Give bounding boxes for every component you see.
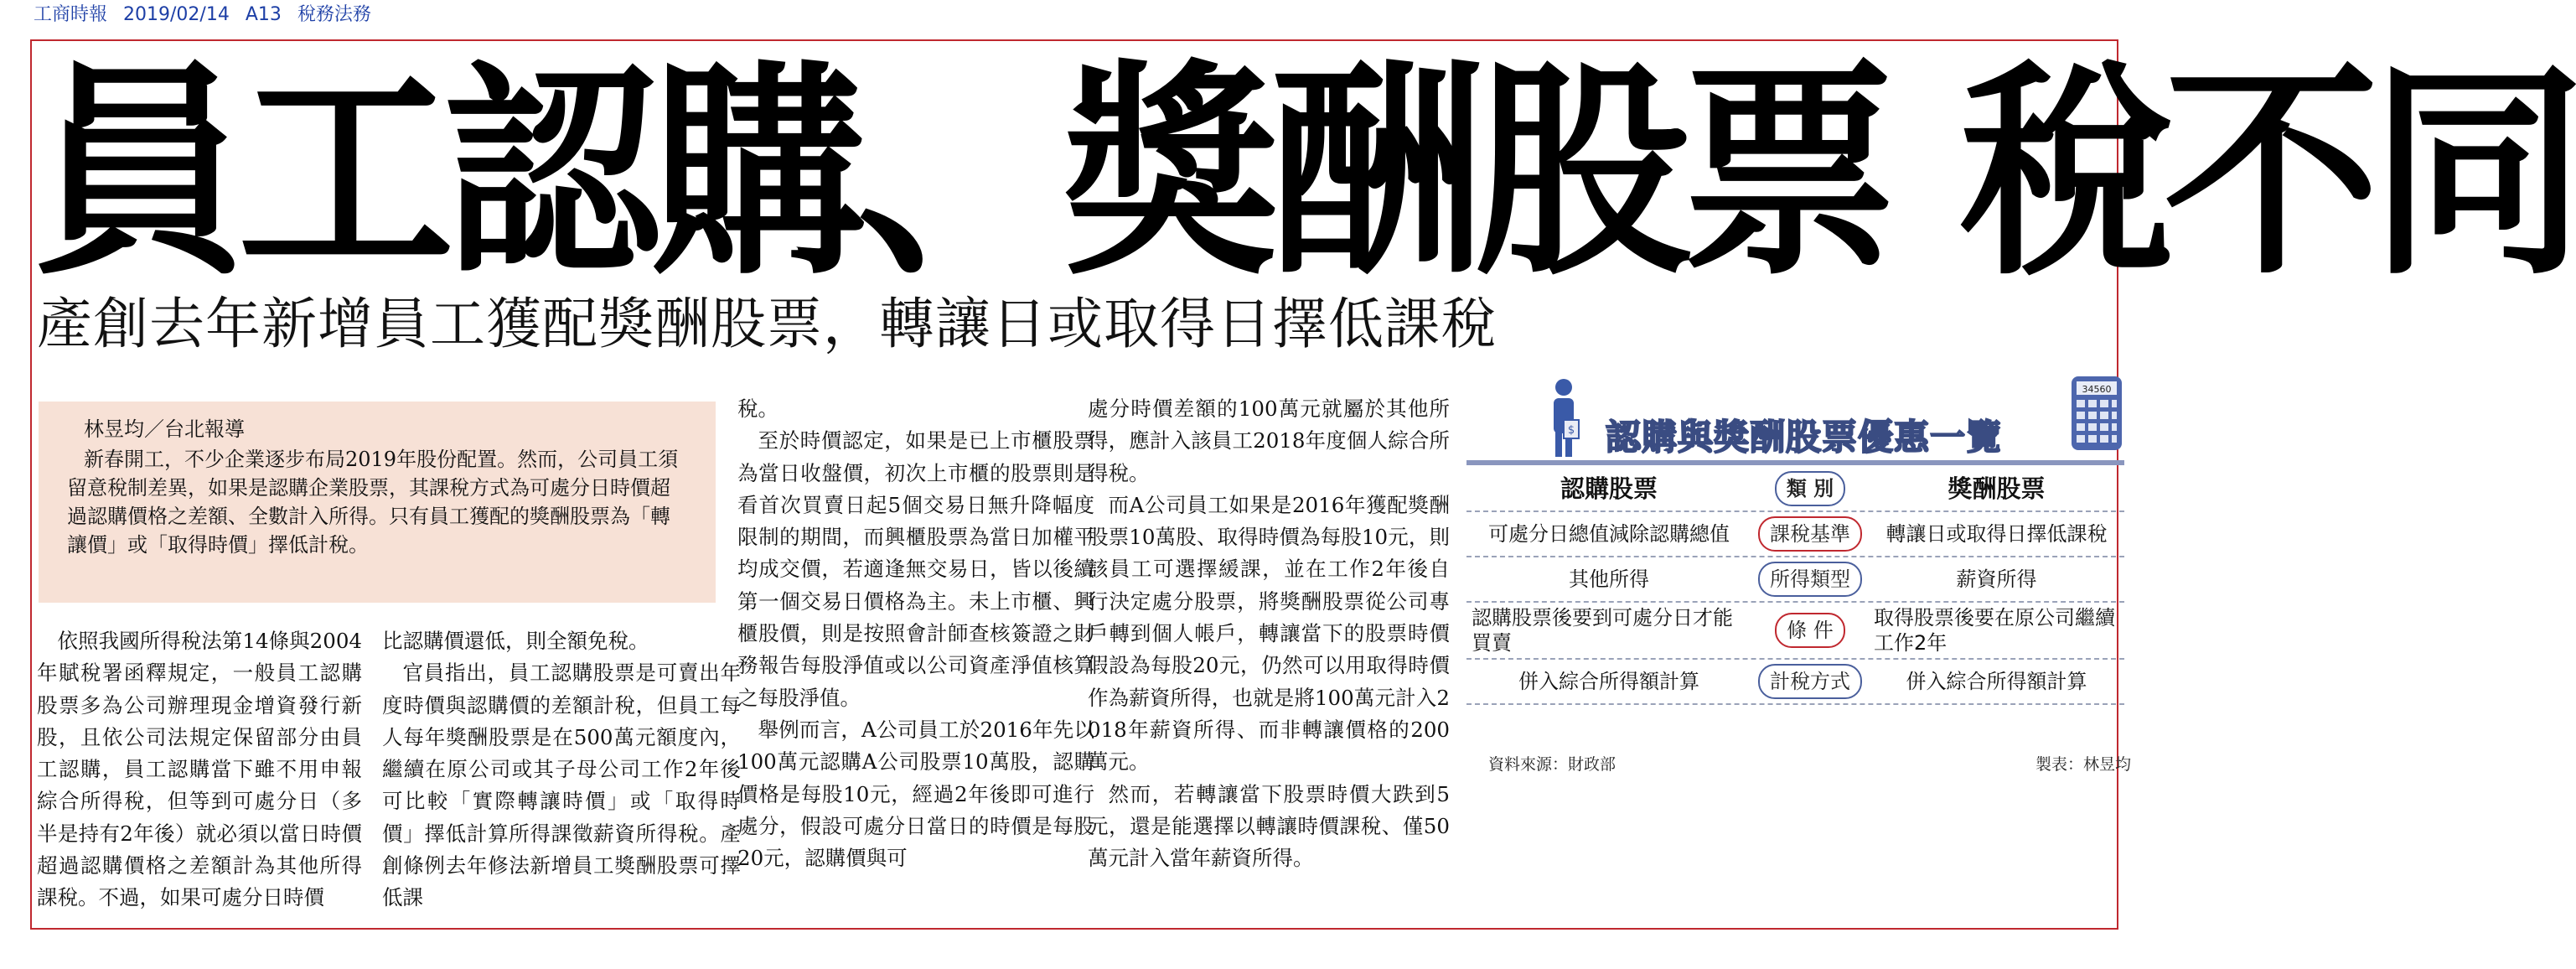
table-row: [1466, 557, 2124, 603]
cell-right: 取得股票後要在原公司繼續工作2年: [1874, 606, 2115, 655]
source-line: [34, 0, 381, 30]
headline: [32, 33, 2576, 314]
cell-right: 併入綜合所得額計算: [1906, 670, 2087, 693]
body-column-1: [37, 625, 362, 915]
body-paragraph: 依照我國所得稅法第14條與2004年賦稅署函釋規定，一般員工認購股票多為公司辦理現金增資發行新股，且依公司法規定保留部分由員工認購，員工認購當下雖不用申報綜合所得稅，但等到可處分日（多半是持有2年後）就必須以當日時價超過認購價格之差額計為其他所得課稅。不過，如果可處分日時價: [37, 629, 362, 910]
svg-text:$: $: [1567, 424, 1575, 437]
cell-left: 可處分日總值減除認購總值: [1488, 522, 1730, 546]
table-row: [1466, 603, 2124, 660]
body-paragraph: 官員指出，員工認購股票是可賣出年度時價與認購價的差額計稅，但員工每人每年獎酬股票是在500萬元額度內，繼續在原公司或其子母公司工作2年後可比較「實際轉讓時價」或「取得時價」擇低計算所得課徵薪資所得稅。產創條例去年修法新增員工獎酬股票可擇低課: [382, 661, 741, 910]
section-name: 稅務法務: [297, 4, 371, 25]
table-row: [1466, 660, 2124, 705]
body-paragraph: 至於時價認定，如果是已上市櫃股票為當日收盤價，初次上市櫃的股票則是看首次買賣日起5個交易日無升降幅度限制的期間，而興櫃股票為當日加權平均成交價，若適逢無交易日，皆以後續第一個交易日價格為主。未上市櫃、興櫃股價，則是按照會計師查核簽證之財務報告每股淨值或以公司資產淨值核算之每股淨值。: [737, 428, 1094, 710]
lead-paragraph: 新春開工，不少企業逐步布局2019年股份配置。然而，公司員工須留意稅制差異，如果是認購企業股票，其課稅方式為可處分日時價超過認購價格之差額、全數計入所得。只有員工獲配的獎酬股票為「轉讓價」或「取得時價」擇低計稅。: [67, 448, 679, 557]
cell-right: 薪資所得: [1956, 567, 2037, 591]
body-paragraph: 處分時價差額的100萬元就屬於其他所得，應計入該員工2018年度個人綜合所得稅。: [1088, 396, 1450, 485]
table-source-note: 資料來源：財政部: [1488, 755, 1616, 774]
cell-left: 其他所得: [1569, 567, 1649, 591]
cell-category: 計稅方式: [1758, 664, 1862, 699]
cell-category: 課稅基準: [1758, 516, 1862, 552]
article-frame: [30, 39, 2576, 930]
table-head-row: [1466, 467, 2124, 512]
summary-table: [1441, 370, 2115, 772]
cell-left: 併入綜合所得額計算: [1518, 670, 1699, 693]
table-row: [1466, 512, 2124, 557]
lead-box: [39, 402, 716, 603]
body-column-2: [382, 625, 741, 915]
table-footer: [1441, 752, 2139, 775]
body-paragraph: 稅。: [737, 396, 778, 421]
table-maker-note: 製表：林昱均: [2035, 755, 2131, 774]
person-icon: [1547, 378, 1580, 459]
body-paragraph: 而A公司員工如果是2016年獲配獎酬股票10萬股、取得時價為每股10元，則該員工可選擇緩課，並在工作2年後自行決定處分股票，將獎酬股票從公司專戶轉到個人帳戶，轉讓當下的股票時價假設為每股20元，仍然可以用取得時價作為薪資所得，也就是將100萬元計入2018年薪資所得、而非轉讓價格的200萬元。: [1088, 492, 1450, 775]
table-header: [1441, 370, 2112, 464]
col-head-mid: 類 別: [1775, 471, 1845, 506]
page-number: A13: [245, 4, 282, 25]
headline-part2: 稅不同: [1958, 41, 2576, 306]
subheadline: 產創去年新增員工獲配獎酬股票，轉讓日或取得日擇低課稅: [37, 292, 1497, 356]
calculator-display: 34560: [2082, 384, 2112, 395]
paper-name: 工商時報: [34, 4, 108, 25]
cell-category: 所得類型: [1758, 562, 1862, 597]
cell-right: 轉讓日或取得日擇低課稅: [1885, 522, 2108, 546]
body-column-3: [737, 393, 1094, 874]
cell-category: 條 件: [1775, 613, 1845, 648]
table-title: 認購與獎酬股票優惠一覽: [1606, 417, 2003, 458]
table-body: [1466, 467, 2124, 705]
table-rule: [1466, 460, 2124, 465]
body-paragraph: 舉例而言，A公司員工於2016年先以100萬元認購A公司股票10萬股，認購價格是每股10元，經過2年後即可進行處分，假設可處分日當日的時價是每股20元，認購價與可: [737, 717, 1094, 871]
headline-part1: 員工認購、獎酬股票: [32, 41, 1887, 306]
issue-date: 2019/02/14: [123, 4, 230, 25]
byline: 林昱均／台北報導: [84, 417, 245, 441]
calculator-icon: [2070, 375, 2123, 452]
col-head-right: 獎酬股票: [1948, 474, 2046, 503]
body-paragraph: 然而，若轉讓當下股票時價大跌到5元，還是能選擇以轉讓時價課稅、僅50萬元計入當年薪資所得。: [1088, 781, 1450, 871]
cell-left: 認購股票後要到可處分日才能買賣: [1472, 606, 1733, 655]
body-column-4: [1088, 393, 1450, 874]
body-paragraph: 比認購價還低，則全額免稅。: [382, 629, 649, 653]
col-head-left: 認購股票: [1560, 474, 1658, 503]
